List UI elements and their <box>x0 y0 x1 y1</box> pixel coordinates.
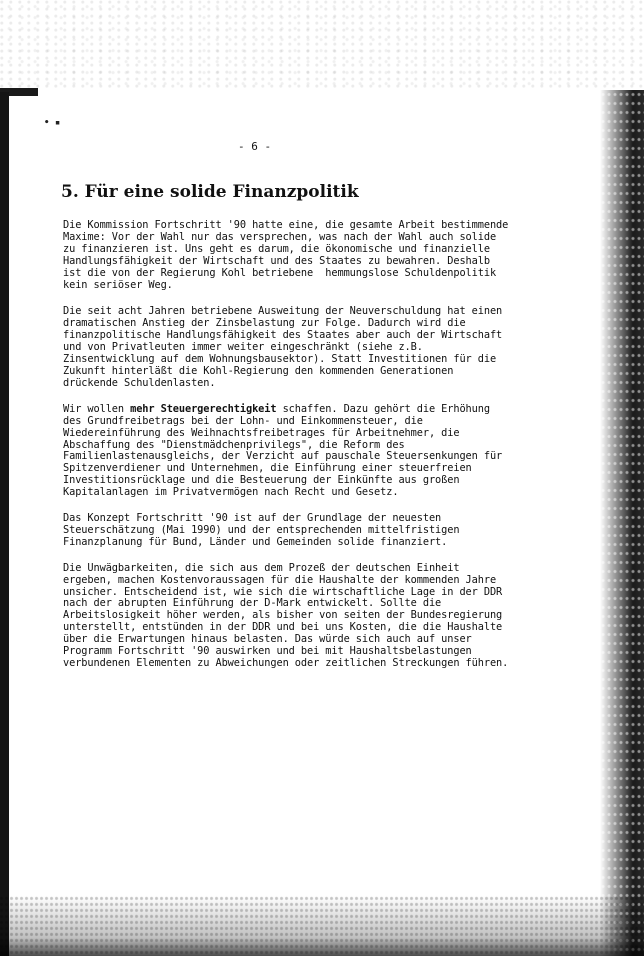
paragraph-rest: schaffen. Dazu gehört die Erhöhung des Grundfreibetrags bei der Lohn- und Einkommensteuer, die Wiedereinführung des Weihnachtsfreibetrages für Arbeitnehmer, die Abschaffung des "Dienstmädchenprivilegs", die Reform des Familienlastenausgleichs, der Verzicht auf pauschale Steuersenkungen für Spitzenverdiener und Unternehmen, die Einführung einer steuerfreien Investitionsrücklage und die Besteuerung der Einkünfte aus großen Kapitalanlagen im Privatvermögen nach Recht und Gesetz. <box>63 402 503 499</box>
paragraph: Das Konzept Fortschritt '90 ist auf der Grundlage der neuesten Steuerschätzung (Mai 1990) und der entsprechenden mittelfristigen Finanzplanung für Bund, Länder und Gemeinden solide finanziert. <box>63 512 460 548</box>
body-text <box>63 220 508 684</box>
paragraph-lead: Wir wollen <box>63 402 131 415</box>
paragraph: Die Kommission Fortschritt '90 hatte eine, die gesamte Arbeit bestimmende Maxime: Vor der Wahl nur das versprechen, was nach der Wahl auch solide zu finanzieren ist. Uns geht es darum, die ökonomische und finanzielle Handlungsfähigkeit der Wirtschaft und des Staates zu bewahren. Deshalb ist die von der Regierung Kohl betriebene hemmungslose Schuldenpolitik kein seriöser Weg. <box>63 219 509 291</box>
corner-mark: • ▪ <box>44 118 61 128</box>
scan-right-edge <box>600 90 644 956</box>
section-title: 5. Für eine solide Finanzpolitik <box>61 182 359 202</box>
paragraph: Die seit acht Jahren betriebene Ausweitung der Neuverschuldung hat einen dramatischen Anstieg der Zinsbelastung zur Folge. Dadurch wird die finanzpolitische Handlungsfähigkeit des Staates aber auch der Wirtschaft und von Privatleuten immer weiter eingeschränkt (siehe z.B. Zinsentwicklung auf dem Wohnungsbausektor). Statt Investitionen für die Zukunft hinterläßt die Kohl-Regierung den kommenden Generationen drückende Schuldenlasten. <box>63 305 503 389</box>
page-number: - 6 - <box>238 140 272 153</box>
scan-noise-top <box>0 0 644 90</box>
paragraph <box>63 404 508 499</box>
scan-bottom-edge <box>0 896 644 956</box>
emphasis-text: mehr Steuergerechtigkeit <box>130 402 277 415</box>
paragraph: Die Unwägbarkeiten, die sich aus dem Prozeß der deutschen Einheit ergeben, machen Kostenvoraussagen für die Haushalte der kommenden Jahre unsicher. Entscheidend ist, wie sich die wirtschaftliche Lage in der DDR nach der abrupten Einführung der D-Mark entwickelt. Sollte die Arbeitslosigkeit höher werden, als bisher von seiten der Bundesregierung unterstellt, entstünden in der DDR und bei uns Kosten, die die Haushalte über die Erwartungen hinaus belasten. Das würde sich auch auf unser Programm Fortschritt '90 auswirken und bei mit Haushaltsbelastungen verbundenen Elementen zu Abweichungen oder zeitlichen Streckungen führen. <box>63 561 509 669</box>
scan-left-edge <box>0 92 9 956</box>
